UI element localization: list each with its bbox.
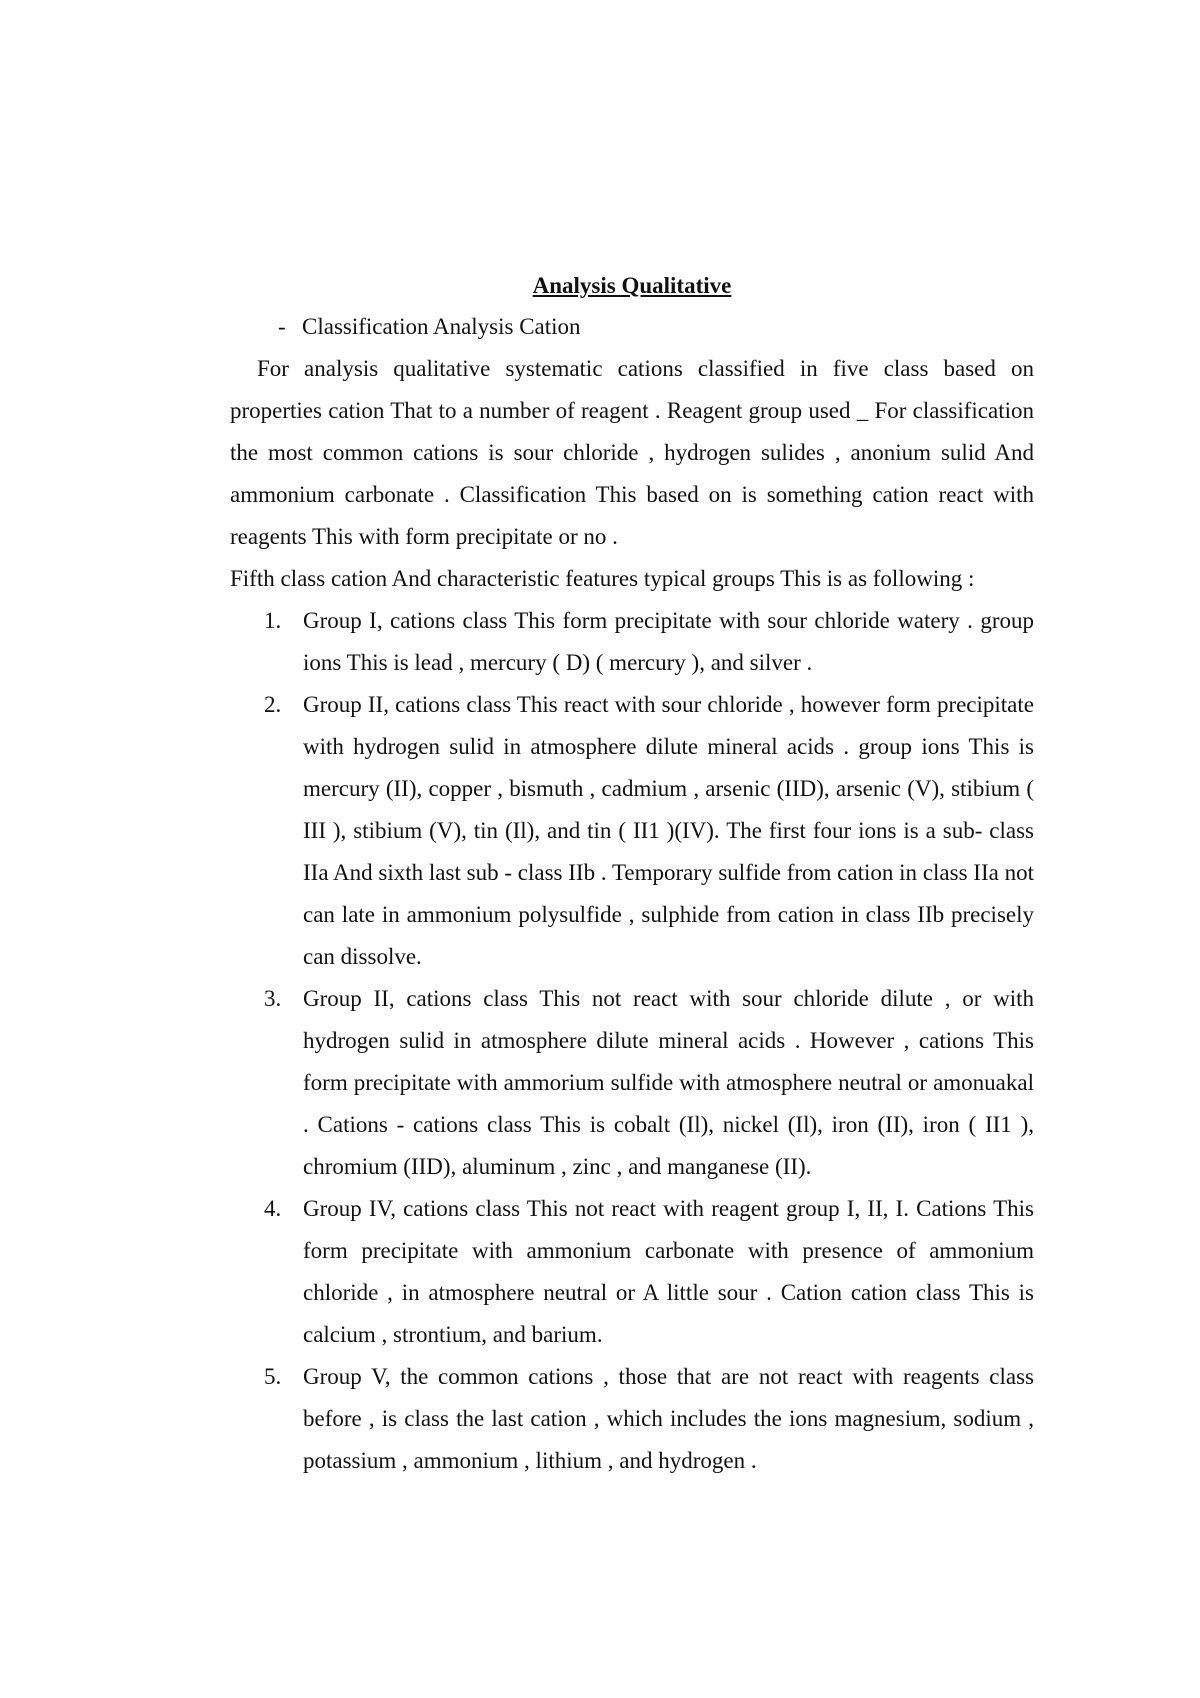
document-body [230,268,1034,1482]
intro-paragraph: For analysis qualitative systematic cations classified in five class based on properties cation That to a number of reagent . Reagent group used _ For classification the most common cations is sour chloride , hydrogen sulides , anonium sulid And ammonium carbonate . Classification This based on is something cation react with reagents This with form precipitate or no . [230,356,1034,549]
list-item-number: 5. [264,1364,282,1389]
list-item-number: 2. [264,692,282,717]
lead-sentence: Fifth class cation And characteristic features typical groups This is as following : [230,566,975,591]
list-item-number: 3. [264,986,282,1011]
group-list [230,600,1034,1482]
list-item [230,600,1034,684]
list-item-text: Group I, cations class This form precipitate with sour chloride watery . group ions This is lead , mercury ( D) ( mercury ), and silver . [303,608,1034,675]
list-item-text: Group IV, cations class This not react with reagent group I, II, I. Cations This form precipitate with ammonium carbonate with presence of ammonium chloride , in atmosphere neutral or A little sour . Cation cation class This is calcium , strontium, and barium. [303,1196,1034,1347]
list-item-text: Group II, cations class This react with sour chloride , however form precipitate with hydrogen sulid in atmosphere dilute mineral acids . group ions This is mercury (II), copper , bismuth , cadmium , arsenic (IID), arsenic (V), stibium ( III ), stibium (V), tin (Il), and tin ( II1 )(IV). The first four ions is a sub- class IIa And sixth last sub - class IIb . Temporary sulfide from cation in class IIa not can late in ammonium polysulfide , sulphide from cation in class IIb precisely can dissolve. [303,692,1034,969]
list-item [230,978,1034,1188]
list-item [230,1356,1034,1482]
list-item [230,684,1034,978]
section-subheading [230,306,1034,348]
subheading-marker: - [278,314,286,339]
list-item-number: 4. [264,1196,282,1221]
list-item-number: 1. [264,608,282,633]
document-title: Analysis Qualitative [532,273,732,298]
subheading-text: Classification Analysis Cation [302,314,581,339]
list-item-text: Group II, cations class This not react with sour chloride dilute , or with hydrogen sulid in atmosphere dilute mineral acids . However , cations This form precipitate with ammorium sulfide with atmosphere neutral or amonuakal . Cations - cations class This is cobalt (Il), nickel (Il), iron (II), iron ( II1 ), chromium (IID), aluminum , zinc , and manganese (II). [303,986,1034,1179]
list-item-text: Group V, the common cations , those that are not react with reagents class before , is class the last cation , which includes the ions magnesium, sodium , potassium , ammonium , lithium , and hydrogen . [303,1364,1034,1473]
list-item [230,1188,1034,1356]
